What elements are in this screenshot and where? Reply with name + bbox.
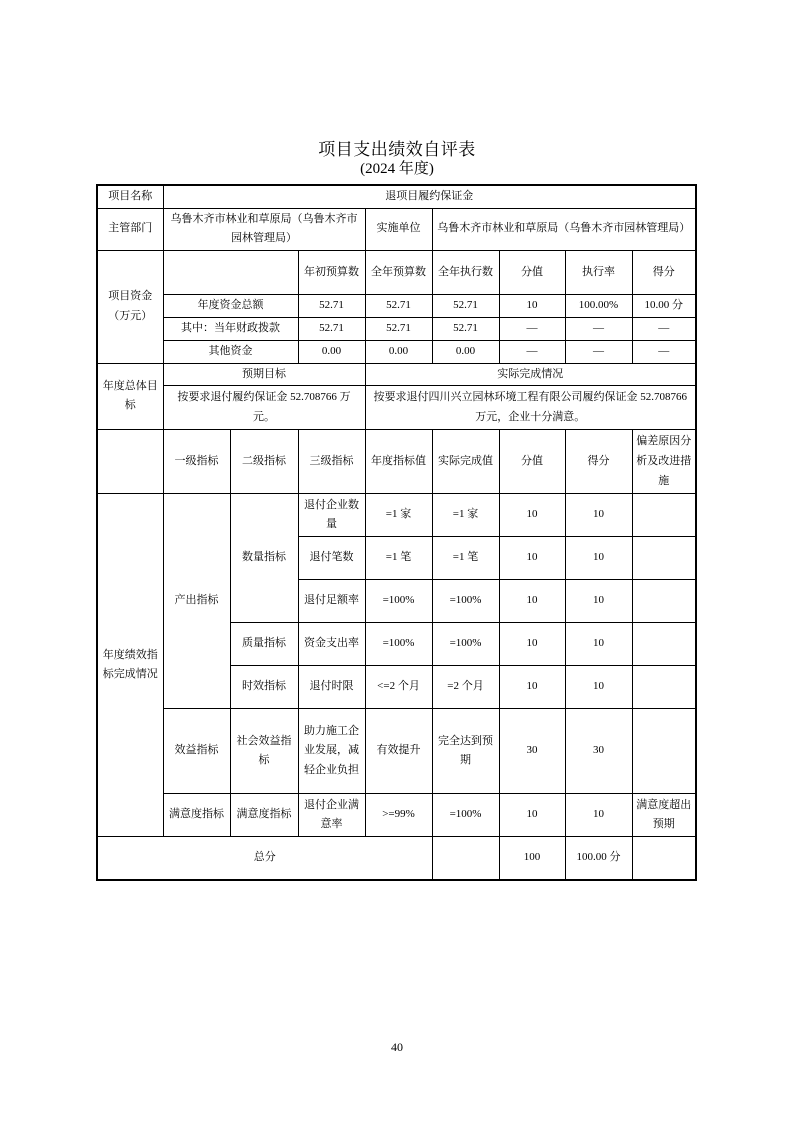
indicator-deviation [632, 666, 696, 709]
total-score-value: 100 [499, 837, 565, 880]
funds-row-fiscal [97, 317, 696, 340]
impl-unit-value: 乌鲁木齐市林业和草原局（乌鲁木齐市园林管理局） [432, 208, 696, 251]
funds-cell: 52.71 [432, 295, 499, 318]
funds-cell: — [632, 317, 696, 340]
funds-header-exec-rate: 执行率 [565, 251, 632, 295]
project-name-value: 退项目履约保证金 [163, 185, 696, 208]
indicator-score-got: 10 [565, 494, 632, 537]
funds-header-score-value: 分值 [499, 251, 565, 295]
indicator-actual: 完全达到预期 [432, 709, 499, 794]
indicator-row [97, 794, 696, 837]
funds-header-initial-budget: 年初预算数 [298, 251, 365, 295]
expected-goal-text: 按要求退付履约保证金 52.708766 万元。 [163, 386, 365, 430]
indicator-score-value: 30 [499, 709, 565, 794]
indicator-row [97, 494, 696, 537]
indicator-actual: =1 家 [432, 494, 499, 537]
funds-cell: 100.00% [565, 295, 632, 318]
funds-cell: 0.00 [365, 340, 432, 363]
indicator-target: =100% [365, 623, 432, 666]
indicator-deviation [632, 709, 696, 794]
funds-cell: — [499, 340, 565, 363]
indicator-target: =1 家 [365, 494, 432, 537]
indicator-empty-header-cell [97, 430, 163, 494]
indicator-score-got: 10 [565, 794, 632, 837]
total-label: 总分 [97, 837, 432, 880]
indicator-score-value: 10 [499, 623, 565, 666]
indicator-level2-satisfaction: 满意度指标 [230, 794, 298, 837]
indicator-score-value: 10 [499, 537, 565, 580]
indicator-header-deviation: 偏差原因分析及改进措施 [632, 430, 696, 494]
funds-cell: — [632, 340, 696, 363]
funds-header-annual-exec: 全年执行数 [432, 251, 499, 295]
indicator-target: =100% [365, 580, 432, 623]
funds-cell: 52.71 [298, 295, 365, 318]
indicator-deviation [632, 494, 696, 537]
indicator-deviation [632, 580, 696, 623]
indicator-deviation [632, 623, 696, 666]
indicator-level1-benefit: 效益指标 [163, 709, 230, 794]
funds-cell: 10.00 分 [632, 295, 696, 318]
actual-result-text: 按要求退付四川兴立园林环境工程有限公司履约保证金 52.708766 万元，企业十分满意。 [365, 386, 696, 430]
indicator-score-value: 10 [499, 794, 565, 837]
indicator-header-level1: 一级指标 [163, 430, 230, 494]
funds-cell: 52.71 [365, 317, 432, 340]
funds-cell: 0.00 [432, 340, 499, 363]
funds-cell: — [565, 340, 632, 363]
funds-row-label: 其中：当年财政拨款 [163, 317, 298, 340]
indicator-score-value: 10 [499, 494, 565, 537]
funds-cell: 0.00 [298, 340, 365, 363]
indicator-score-got: 10 [565, 666, 632, 709]
page-subtitle: (2024 年度) [360, 161, 434, 178]
expected-goal-header: 预期目标 [163, 363, 365, 386]
funds-cell: 52.71 [298, 317, 365, 340]
total-row [97, 837, 696, 880]
funds-empty-header-cell [163, 251, 298, 295]
indicator-level3: 退付足额率 [298, 580, 365, 623]
indicator-target: 有效提升 [365, 709, 432, 794]
dept-value: 乌鲁木齐市林业和草原局（乌鲁木齐市园林管理局） [163, 208, 365, 251]
funds-section-label: 项目资金（万元） [97, 251, 163, 363]
funds-cell: — [565, 317, 632, 340]
indicator-level3: 退付企业数量 [298, 494, 365, 537]
indicator-deviation: 满意度超出预期 [632, 794, 696, 837]
indicator-score-value: 10 [499, 580, 565, 623]
dept-label: 主管部门 [97, 208, 163, 251]
indicator-level1-satisfaction: 满意度指标 [163, 794, 230, 837]
indicator-header-level3: 三级指标 [298, 430, 365, 494]
page-title: 项目支出绩效自评表 [318, 140, 476, 159]
indicator-actual: =100% [432, 794, 499, 837]
impl-unit-label: 实施单位 [365, 208, 432, 251]
annual-goal-section-label: 年度总体目标 [97, 363, 163, 430]
indicator-section-label: 年度绩效指标完成情况 [97, 494, 163, 837]
actual-result-header: 实际完成情况 [365, 363, 696, 386]
indicator-score-got: 30 [565, 709, 632, 794]
indicator-level2-social-benefit: 社会效益指标 [230, 709, 298, 794]
indicator-header-target: 年度指标值 [365, 430, 432, 494]
indicator-level3: 资金支出率 [298, 623, 365, 666]
funds-row-label: 年度资金总额 [163, 295, 298, 318]
funds-header-score-got: 得分 [632, 251, 696, 295]
funds-row-other [97, 340, 696, 363]
indicator-score-got: 10 [565, 580, 632, 623]
indicator-header-level2: 二级指标 [230, 430, 298, 494]
indicator-header-score-value: 分值 [499, 430, 565, 494]
funds-header-annual-budget: 全年预算数 [365, 251, 432, 295]
indicator-level2-quantity: 数量指标 [230, 494, 298, 623]
page-number: 40 [391, 1040, 403, 1054]
project-name-label: 项目名称 [97, 185, 163, 208]
indicator-target: >=99% [365, 794, 432, 837]
indicator-header-actual: 实际完成值 [432, 430, 499, 494]
indicator-level3: 助力施工企业发展，减轻企业负担 [298, 709, 365, 794]
funds-cell: 10 [499, 295, 565, 318]
self-evaluation-table [96, 184, 697, 881]
indicator-actual: =100% [432, 580, 499, 623]
indicator-level2-quality: 质量指标 [230, 623, 298, 666]
indicator-score-got: 10 [565, 537, 632, 580]
indicator-actual: =100% [432, 623, 499, 666]
indicator-header-score-got: 得分 [565, 430, 632, 494]
indicator-deviation [632, 537, 696, 580]
indicator-level1-output: 产出指标 [163, 494, 230, 709]
indicator-target: <=2 个月 [365, 666, 432, 709]
indicator-level3: 退付企业满意率 [298, 794, 365, 837]
indicator-level3: 退付时限 [298, 666, 365, 709]
funds-row-label: 其他资金 [163, 340, 298, 363]
indicator-level3: 退付笔数 [298, 537, 365, 580]
indicator-actual: =2 个月 [432, 666, 499, 709]
total-empty-cell [432, 837, 499, 880]
funds-cell: 52.71 [432, 317, 499, 340]
indicator-target: =1 笔 [365, 537, 432, 580]
funds-cell: — [499, 317, 565, 340]
funds-cell: 52.71 [365, 295, 432, 318]
indicator-actual: =1 笔 [432, 537, 499, 580]
indicator-score-value: 10 [499, 666, 565, 709]
indicator-row [97, 709, 696, 794]
indicator-score-got: 10 [565, 623, 632, 666]
total-deviation-empty-cell [632, 837, 696, 880]
total-score-got: 100.00 分 [565, 837, 632, 880]
indicator-level2-timeliness: 时效指标 [230, 666, 298, 709]
funds-row-total [97, 295, 696, 318]
